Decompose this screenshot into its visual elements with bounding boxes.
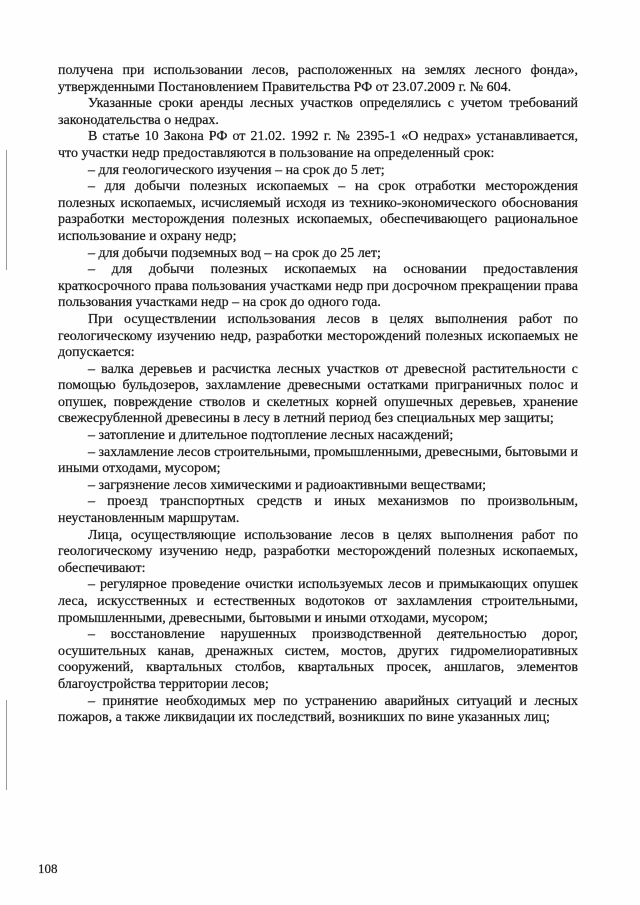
scan-edge-mark bbox=[6, 150, 7, 270]
list-item: – для добычи полезных ископаемых на основании предоставления краткосрочного права пользования участками недр при досрочном прекращении права пользования участками недр – на срок до одного года. bbox=[58, 262, 578, 311]
paragraph: При осуществлении использования лесов в целях выполнения работ по геологическому изучению недр, разработки месторождений полезных ископаемых не допускается: bbox=[58, 311, 578, 361]
list-item: – для добычи полезных ископаемых – на срок отработки месторождения полезных ископаемых, исчисляемый исходя из технико-экономического обоснования разработки месторождения полезных ископаемых, обеспечивающего рациональное использование и охрану недр; bbox=[58, 179, 578, 244]
list-item: – загрязнение лесов химическими и радиоактивными веществами; bbox=[88, 477, 486, 493]
scan-edge-mark bbox=[6, 700, 7, 790]
body-text bbox=[58, 63, 578, 727]
list-item: – для добычи подземных вод – на срок до 25 лет; bbox=[88, 245, 381, 261]
paragraph: Указанные сроки аренды лесных участков определялись с учетом требований законодательства о недрах. bbox=[58, 96, 578, 128]
list-item: – проезд транспортных средств и иных механизмов по произвольным, неустановленным маршрутам. bbox=[58, 494, 578, 527]
list-item: – принятие необходимых мер по устранению аварийных ситуаций и лесных пожаров, а также ликвидации их последствий, возникших по вине указанных лиц; bbox=[58, 693, 578, 726]
paragraph: получена при использовании лесов, расположенных на землях лесного фонда», утвержденными Постановлением Правительства РФ от 23.07.2009 г. № 604. bbox=[58, 63, 578, 95]
list-item: – для геологического изучения – на срок до 5 лет; bbox=[88, 162, 385, 178]
list-item: – захламление лесов строительными, промышленными, древесными, бытовыми и иными отходами, мусором; bbox=[58, 444, 578, 477]
list-item: – валка деревьев и расчистка лесных участков от древесной растительности с помощью бульдозеров, захламление древесными остатками приграничных полос и опушек, повреждение стволов и скелетных корней опушечных деревьев, хранение свежесрубленной древесины в лесу в летний период без специальных мер защиты; bbox=[58, 361, 578, 427]
list-item: – регулярное проведение очистки используемых лесов и примыкающих опушек леса, искусственных и естественных водотоков от захламления строительными, промышленными, древесными, бытовыми и иными отходами, мусором; bbox=[58, 577, 578, 626]
list-item: – восстановление нарушенных производственной деятельностью дорог, осушительных канав, дренажных систем, мостов, других гидромелиоративных сооружений, квартальных столбов, квартальных просек, аншлагов, элементов благоустройства территории лесов; bbox=[58, 627, 578, 692]
paragraph: Лица, осуществляющие использование лесов в целях выполнения работ по геологическому изучению недр, разработки месторождений полезных ископаемых, обеспечивают: bbox=[58, 527, 578, 576]
page-number: 108 bbox=[38, 861, 58, 876]
paragraph: В статье 10 Закона РФ от 21.02. 1992 г. № 2395-1 «О недрах» устанавливается, что участки недр предоставляются в пользование на определенный срок: bbox=[58, 129, 578, 161]
list-item: – затопление и длительное подтопление лесных насаждений; bbox=[88, 428, 454, 444]
